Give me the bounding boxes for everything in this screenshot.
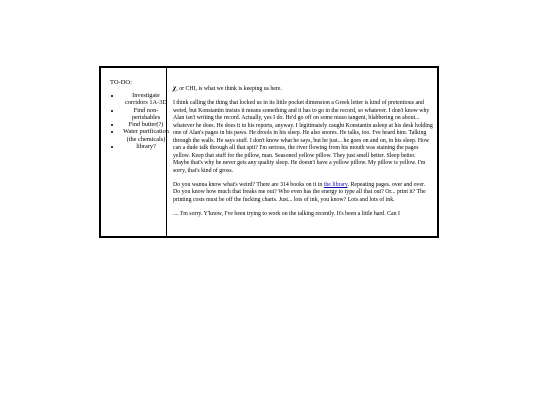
todo-item: • library? — [121, 143, 171, 150]
todo-item: • Investigate corridors 1A-3D — [121, 92, 171, 107]
todo-item: • Find non-perishables — [121, 107, 171, 122]
chi-symbol: χ — [173, 84, 177, 92]
todo-list — [111, 92, 171, 150]
todo-title: TO-DO: — [110, 79, 132, 86]
library-text-before: Do you wanna know what's weird? There are 314 books on it in — [173, 181, 324, 188]
todo-item: • Find butter(?) — [121, 121, 171, 128]
todo-sidebar — [101, 68, 167, 236]
library-paragraph — [173, 182, 433, 204]
closing-paragraph: .... I'm sorry. Y'know, I've been trying to work on the talking recently. It's been a little hard. Can I — [173, 211, 400, 218]
intro-text: , or CHI, is what we think is keeping us here. — [176, 86, 282, 92]
intro-paragraph — [173, 85, 433, 93]
page-frame — [99, 66, 439, 238]
journal-paragraph: I think calling the thing that locked us in its little pocket dimension a Greek letter is kind of pretentious and weird, but Konstantin insists it means something and it has to go in the record, so whatever. I don't know why Alan isn't writing the record. Actually, yes I do. He'd go off on some muso tangent, blabbering on about... whatever he does. He does it in his reports, anyway. I legitimately caught Konstantin asleep at his desk holding one of Alan's pages in his paws. He drools in his sleep. He also snores. He talks, too. I've heard him. Talking through the walls. He says stuff. I don't know what he says, but he just... he goes on and on, in his sleep. How can a dude talk through all that spit? I'm serious, the river flowing from his mouth was staining the pages yellow. Keep that stuff for the pillow, man. Seasoned yellow pillow. They just smell better. Sleep better. Maybe that's why he never gets any quality sleep. He doesn't have a yellow pillow. My pillow is yellow. I'm sorry, that's kind of gross. — [173, 100, 433, 174]
journal-content — [167, 68, 437, 236]
todo-item: • Water purification (the chemicals) — [121, 128, 171, 143]
library-text-after: . Repeating pages. over and over. Do you know how much that freaks me out? Who even has the energy to type all that out? Or... print it? The printing costs must be off the fucking charts. Just... lots of ink, you know? Lots and lots of ink. — [173, 181, 426, 203]
library-link[interactable]: the library — [323, 181, 348, 188]
